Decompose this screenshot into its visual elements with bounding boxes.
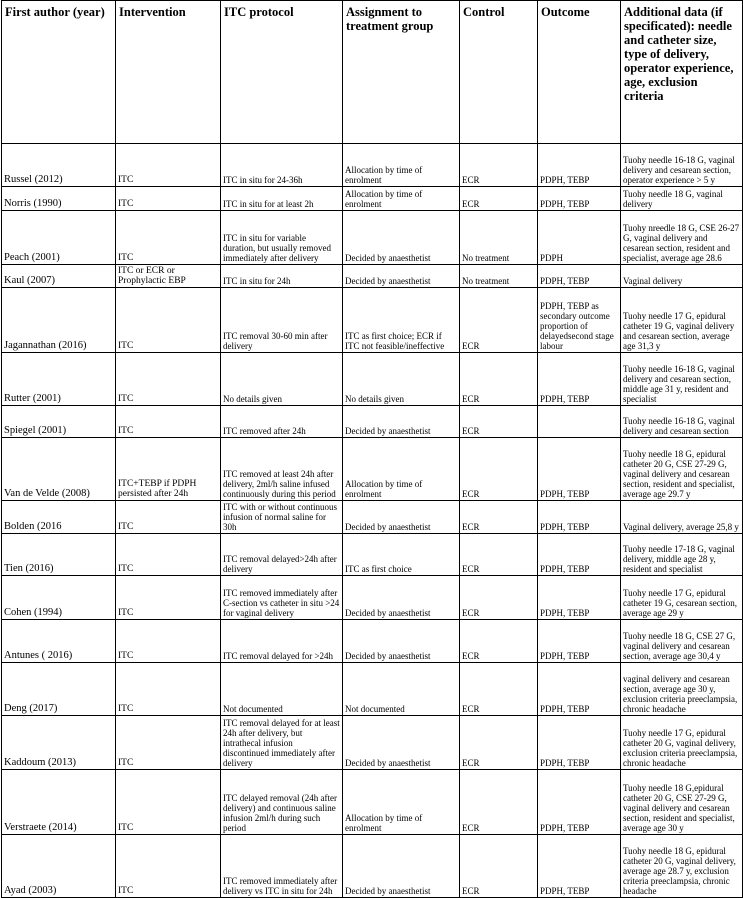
cell-author: Antunes ( 2016) bbox=[2, 620, 116, 663]
cell-additional: Tuohy needle 16-18 G, vaginal delivery and cesarean section, operator experience > 5 y bbox=[621, 144, 743, 187]
cell-intervention: ITC bbox=[116, 288, 221, 353]
cell-assignment: Decided by anaesthetist bbox=[343, 835, 460, 898]
cell-protocol: No details given bbox=[221, 353, 343, 406]
cell-assignment: Decided by anaesthetist bbox=[343, 406, 460, 438]
cell-protocol: ITC removed at least 24h after delivery, 2ml/h saline infused continuously during this period bbox=[221, 438, 343, 501]
header-control: Control bbox=[460, 1, 538, 144]
cell-author: Bolden (2016 bbox=[2, 501, 116, 534]
cell-outcome: PDPH bbox=[538, 211, 621, 265]
cell-additional: Tuohy needle 16-18 G, vaginal delivery and cesarean section, middle age 31 y, resident and specialist bbox=[621, 353, 743, 406]
cell-assignment: Allocation by time of enrolment bbox=[343, 187, 460, 211]
cell-additional: Tuohy needle 18 G, epidural catheter 20 G, CSE 27-29 G, vaginal delivery and cesarean section, resident and specialist, average age 29.7 y bbox=[621, 438, 743, 501]
cell-author: Kaddoum (2013) bbox=[2, 716, 116, 770]
cell-assignment: Decided by anaesthetist bbox=[343, 211, 460, 265]
cell-outcome: PDPH, TEBP bbox=[538, 353, 621, 406]
table-row bbox=[2, 770, 743, 835]
cell-additional: Tuohy needle 18 G, vaginal delivery bbox=[621, 187, 743, 211]
table-row bbox=[2, 576, 743, 620]
table-row bbox=[2, 620, 743, 663]
cell-control: ECR bbox=[460, 716, 538, 770]
cell-assignment: Decided by anaesthetist bbox=[343, 620, 460, 663]
cell-protocol: ITC removal 30-60 min after delivery bbox=[221, 288, 343, 353]
cell-outcome: PDPH, TEBP bbox=[538, 576, 621, 620]
cell-outcome: PDPH, TEBP bbox=[538, 770, 621, 835]
cell-intervention: ITC bbox=[116, 534, 221, 576]
cell-author: Tien (2016) bbox=[2, 534, 116, 576]
cell-protocol: ITC in situ for 24h bbox=[221, 265, 343, 288]
cell-control: No treatment bbox=[460, 265, 538, 288]
cell-intervention: ITC or ECR or Prophylactic EBP bbox=[116, 265, 221, 288]
cell-intervention: ITC bbox=[116, 716, 221, 770]
cell-intervention: ITC bbox=[116, 835, 221, 898]
table-row bbox=[2, 288, 743, 353]
cell-outcome: PDPH, TEBP bbox=[538, 663, 621, 716]
table-row bbox=[2, 187, 743, 211]
cell-additional: vaginal delivery and cesarean section, average age 30 y, exclusion criteria preeclampsia, chronic headache bbox=[621, 663, 743, 716]
table-row bbox=[2, 835, 743, 898]
cell-control: ECR bbox=[460, 770, 538, 835]
cell-additional: Tuohy nreedle 18 G, CSE 26-27 G, vaginal delivery and cesarean section, resident and specialist, average age 28.6 bbox=[621, 211, 743, 265]
cell-control: ECR bbox=[460, 144, 538, 187]
cell-outcome: PDPH, TEBP bbox=[538, 438, 621, 501]
cell-additional: Vaginal delivery, average 25,8 y bbox=[621, 501, 743, 534]
header-additional-data: Additional data (if specificated): needle and catheter size, type of delivery, operator experience, age, exclusion criteria bbox=[621, 1, 743, 144]
table-row bbox=[2, 211, 743, 265]
cell-outcome: PDPH, TEBP bbox=[538, 534, 621, 576]
cell-author: Russel (2012) bbox=[2, 144, 116, 187]
cell-intervention: ITC bbox=[116, 576, 221, 620]
header-first-author: First author (year) bbox=[2, 1, 116, 144]
cell-intervention: ITC bbox=[116, 663, 221, 716]
cell-control: ECR bbox=[460, 288, 538, 353]
cell-assignment: Decided by anaesthetist bbox=[343, 501, 460, 534]
cell-protocol: ITC in situ for at least 2h bbox=[221, 187, 343, 211]
cell-protocol: ITC removal delayed for >24h bbox=[221, 620, 343, 663]
cell-intervention: ITC bbox=[116, 211, 221, 265]
cell-additional: Tuohy needle 17-18 G, vaginal delivery, middle age 28 y, resident and specialist bbox=[621, 534, 743, 576]
cell-assignment: Allocation by time of enrolment bbox=[343, 770, 460, 835]
cell-additional: Tuohy needle 16-18 G, vaginal delivery and cesarean section bbox=[621, 406, 743, 438]
cell-protocol: ITC with or without continuous infusion of normal saline for 30h bbox=[221, 501, 343, 534]
header-outcome: Outcome bbox=[538, 1, 621, 144]
cell-additional: Tuohy needle 17 G, epidural catheter 19 G, cesarean section, average age 29 y bbox=[621, 576, 743, 620]
cell-additional: Tuohy needle 17 G, epidural catheter 19 G, vaginal delivery and cesarean section, average age 31,3 y bbox=[621, 288, 743, 353]
cell-outcome: PDPH, TEBP bbox=[538, 620, 621, 663]
cell-outcome bbox=[538, 406, 621, 438]
cell-author: Verstraete (2014) bbox=[2, 770, 116, 835]
cell-assignment: Decided by anaesthetist bbox=[343, 265, 460, 288]
cell-author: Jagannathan (2016) bbox=[2, 288, 116, 353]
cell-author: Cohen (1994) bbox=[2, 576, 116, 620]
cell-author: Kaul (2007) bbox=[2, 265, 116, 288]
cell-control: No treatment bbox=[460, 211, 538, 265]
cell-outcome: PDPH, TEBP as secondary outcome proportion of delayedsecond stage labour bbox=[538, 288, 621, 353]
cell-additional: Tuohy needle 18 G,epidural catheter 20 G, CSE 27-29 G, vaginal delivery and cesarean section, resident and specialist, average age 30 y bbox=[621, 770, 743, 835]
cell-control: ECR bbox=[460, 438, 538, 501]
table-row bbox=[2, 438, 743, 501]
table-row bbox=[2, 353, 743, 406]
cell-outcome: PDPH, TEBP bbox=[538, 187, 621, 211]
cell-intervention: ITC bbox=[116, 353, 221, 406]
cell-control: ECR bbox=[460, 187, 538, 211]
cell-author: Van de Velde (2008) bbox=[2, 438, 116, 501]
header-intervention: Intervention bbox=[116, 1, 221, 144]
cell-control: ECR bbox=[460, 835, 538, 898]
cell-author: Norris (1990) bbox=[2, 187, 116, 211]
cell-outcome: PDPH, TEBP bbox=[538, 835, 621, 898]
cell-intervention: ITC bbox=[116, 501, 221, 534]
table-row bbox=[2, 534, 743, 576]
cell-assignment: Decided by anaesthetist bbox=[343, 576, 460, 620]
table-row bbox=[2, 663, 743, 716]
cell-author: Spiegel (2001) bbox=[2, 406, 116, 438]
cell-intervention: ITC bbox=[116, 187, 221, 211]
table-row bbox=[2, 501, 743, 534]
cell-protocol: ITC removal delayed for at least 24h after delivery, but intrathecal infusion discontinued immediately after delivery bbox=[221, 716, 343, 770]
cell-protocol: ITC removed after 24h bbox=[221, 406, 343, 438]
cell-control: ECR bbox=[460, 406, 538, 438]
table-row bbox=[2, 144, 743, 187]
cell-protocol: Not documented bbox=[221, 663, 343, 716]
cell-intervention: ITC bbox=[116, 770, 221, 835]
cell-control: ECR bbox=[460, 663, 538, 716]
header-assignment: Assignment to treatment group bbox=[343, 1, 460, 144]
cell-control: ECR bbox=[460, 576, 538, 620]
cell-outcome: PDPH, TEBP bbox=[538, 716, 621, 770]
cell-protocol: ITC in situ for variable duration, but usually removed immediately after delivery bbox=[221, 211, 343, 265]
cell-assignment: Decided by anaesthetist bbox=[343, 716, 460, 770]
cell-protocol: ITC delayed removal (24h after delivery) and continuous saline infusion 2ml/h during such period bbox=[221, 770, 343, 835]
cell-assignment: No details given bbox=[343, 353, 460, 406]
cell-intervention: ITC bbox=[116, 144, 221, 187]
cell-outcome: PDPH, TEBP bbox=[538, 265, 621, 288]
cell-intervention: ITC bbox=[116, 620, 221, 663]
cell-protocol: ITC removal delayed>24h after delivery bbox=[221, 534, 343, 576]
cell-protocol: ITC removed immediately after delivery vs ITC in situ for 24h bbox=[221, 835, 343, 898]
cell-author: Ayad (2003) bbox=[2, 835, 116, 898]
cell-intervention: ITC+TEBP if PDPH persisted after 24h bbox=[116, 438, 221, 501]
table-row bbox=[2, 265, 743, 288]
cell-assignment: Allocation by time of enrolment bbox=[343, 438, 460, 501]
header-row bbox=[2, 1, 743, 144]
cell-control: ECR bbox=[460, 534, 538, 576]
cell-assignment: ITC as first choice bbox=[343, 534, 460, 576]
cell-additional: Tuohy needle 18 G, CSE 27 G, vaginal delivery and cesarean section, average age 30,4 y bbox=[621, 620, 743, 663]
cell-protocol: ITC in situ for 24-36h bbox=[221, 144, 343, 187]
cell-outcome: PDPH, TEBP bbox=[538, 144, 621, 187]
table-row bbox=[2, 716, 743, 770]
cell-control: ECR bbox=[460, 620, 538, 663]
cell-control: ECR bbox=[460, 501, 538, 534]
cell-protocol: ITC removed immediately after C-section vs catheter in situ >24 for vaginal delivery bbox=[221, 576, 343, 620]
cell-outcome: PDPH, TEBP bbox=[538, 501, 621, 534]
cell-author: Peach (2001) bbox=[2, 211, 116, 265]
cell-author: Deng (2017) bbox=[2, 663, 116, 716]
cell-assignment: Allocation by time of enrolment bbox=[343, 144, 460, 187]
cell-additional: Tuohy needle 18 G, epidural catheter 20 G, vaginal delivery, average age 28.7 y, exclusion criteria preeclampsia, chronic headache bbox=[621, 835, 743, 898]
cell-control: ECR bbox=[460, 353, 538, 406]
cell-author: Rutter (2001) bbox=[2, 353, 116, 406]
studies-table bbox=[1, 0, 743, 898]
cell-intervention: ITC bbox=[116, 406, 221, 438]
cell-assignment: Not documented bbox=[343, 663, 460, 716]
cell-additional: Vaginal delivery bbox=[621, 265, 743, 288]
cell-assignment: ITC as first choice; ECR if ITC not feasible/ineffective bbox=[343, 288, 460, 353]
cell-additional: Tuohy needle 17 G, epidural catheter 20 G, vaginal delivery, exclusion criteria preeclampsia, chronic headache bbox=[621, 716, 743, 770]
header-itc-protocol: ITC protocol bbox=[221, 1, 343, 144]
table-row bbox=[2, 406, 743, 438]
